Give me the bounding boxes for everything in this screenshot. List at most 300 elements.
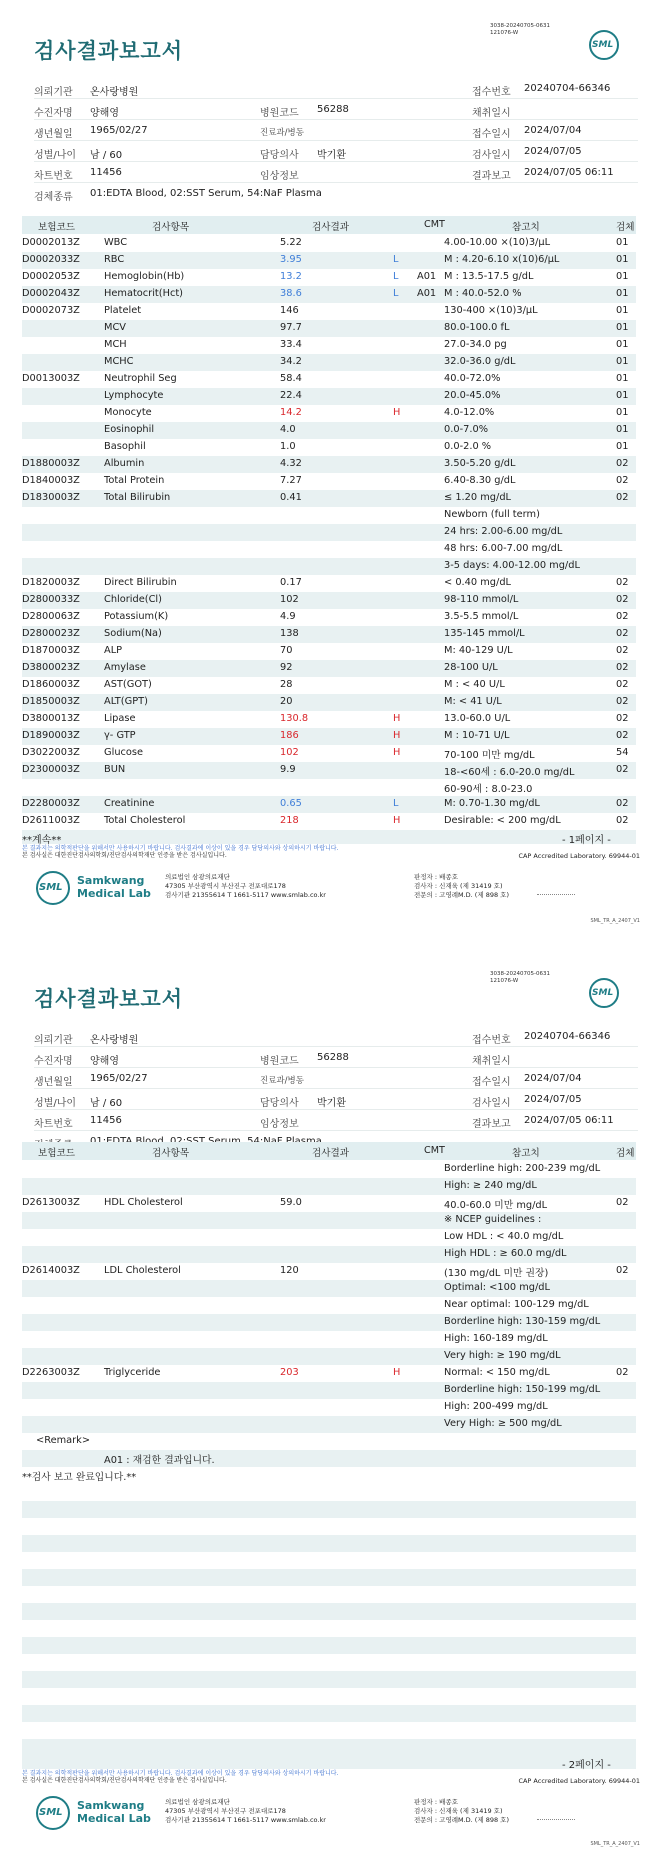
table-row xyxy=(22,1314,636,1331)
footer xyxy=(22,865,636,915)
cell-code: D0002043Z xyxy=(22,288,80,299)
table-row xyxy=(22,575,636,592)
info-row xyxy=(34,1047,638,1068)
cell-ref: 98-110 mmol/L xyxy=(444,594,519,605)
cell-result: 9.9 xyxy=(280,764,296,775)
table-row xyxy=(22,592,636,609)
cell-code: D0002053Z xyxy=(22,271,80,282)
report-date-label: 결과보고 xyxy=(472,171,511,182)
header-result: 검사결과 xyxy=(312,1148,350,1159)
cell-result: 59.0 xyxy=(280,1197,302,1208)
cell-code: D0002073Z xyxy=(22,305,80,316)
sex-age-value: 남 / 60 xyxy=(90,150,123,161)
test-date-label: 검사일시 xyxy=(472,1098,511,1109)
table-row xyxy=(22,507,636,524)
staff-specialist: 전문의 : 고영례M.D. (제 898 호) xyxy=(414,891,509,899)
table-row xyxy=(22,1161,636,1178)
footer-logo-text: SML xyxy=(39,1807,63,1818)
cell-name: MCHC xyxy=(104,356,134,367)
patient-info xyxy=(34,1026,638,1152)
cell-result: 1.0 xyxy=(280,441,296,452)
receipt-no-label: 접수번호 xyxy=(472,1035,511,1046)
cell-code: D2800023Z xyxy=(22,628,80,639)
doctor-label: 담당의사 xyxy=(260,150,299,161)
table-row xyxy=(22,558,636,575)
cell-ref: 4.00-10.00 ×(10)3/µL xyxy=(444,237,551,248)
cell-result: 92 xyxy=(280,662,293,673)
page-title: 검사결과보고서 xyxy=(34,987,184,1011)
table-row xyxy=(22,745,636,762)
logo-text: SML xyxy=(592,40,614,50)
cell-ref: 60-90세 : 8.0-23.0 xyxy=(444,784,533,795)
cell-result: 102 xyxy=(280,747,299,758)
dept-label: 진료과/병동 xyxy=(260,128,304,138)
lab-info xyxy=(165,873,326,900)
blank-row xyxy=(22,1705,636,1722)
table-row xyxy=(22,422,636,439)
blank-row xyxy=(22,1552,636,1569)
table-row xyxy=(22,303,636,320)
cell-ref: Optimal: <100 mg/dL xyxy=(444,1282,550,1293)
cell-code: D1840003Z xyxy=(22,475,80,486)
cell-name: Neutrophil Seg xyxy=(104,373,177,384)
table-row xyxy=(22,286,636,303)
cell-result: 38.6 xyxy=(280,288,302,299)
dept-label: 진료과/병동 xyxy=(260,1076,304,1086)
cell-result: 70 xyxy=(280,645,293,656)
cell-result: 203 xyxy=(280,1367,299,1378)
cell-spec: 02 xyxy=(616,730,629,741)
table-row xyxy=(22,1229,636,1246)
cell-name: Platelet xyxy=(104,305,142,316)
lab-staff xyxy=(414,1798,509,1825)
clinical-label: 임상정보 xyxy=(260,1119,299,1130)
cell-flag: H xyxy=(393,815,401,826)
cell-ref: 0.0-2.0 % xyxy=(444,441,492,452)
cell-ref: ≤ 1.20 mg/dL xyxy=(444,492,511,503)
cell-ref: 40.0-72.0% xyxy=(444,373,501,384)
blank-row xyxy=(22,1637,636,1654)
document-id xyxy=(490,971,550,985)
cell-result: 0.41 xyxy=(280,492,302,503)
cell-name: Amylase xyxy=(104,662,146,673)
cell-code: D1860003Z xyxy=(22,679,80,690)
footer xyxy=(22,1790,636,1840)
receipt-no-value: 20240704-66346 xyxy=(524,1031,611,1042)
info-row xyxy=(34,1110,638,1131)
cell-spec: 01 xyxy=(616,305,629,316)
chart-label: 차트번호 xyxy=(34,171,73,182)
cell-spec: 01 xyxy=(616,322,629,333)
table-row xyxy=(22,524,636,541)
cell-code: D2613003Z xyxy=(22,1197,80,1208)
specimen-value: 01:EDTA Blood, 02:SST Serum, 54:NaF Plasma xyxy=(90,188,322,199)
cell-name: Chloride(Cl) xyxy=(104,594,162,605)
cell-name: LDL Cholesterol xyxy=(104,1265,181,1276)
cell-spec: 02 xyxy=(616,815,629,826)
cell-result: 58.4 xyxy=(280,373,302,384)
dob-value: 1965/02/27 xyxy=(90,1073,148,1084)
cell-ref: 70-100 미만 mg/dL xyxy=(444,750,535,761)
cell-code: D2611003Z xyxy=(22,815,80,826)
cell-ref: 48 hrs: 6.00-7.00 mg/dL xyxy=(444,543,563,554)
lab-address: 47305 부산광역시 부산진구 전포대로178 xyxy=(165,882,286,890)
cell-spec: 02 xyxy=(616,594,629,605)
report-notes xyxy=(22,845,339,859)
blank-row xyxy=(22,1654,636,1671)
cell-ref: 28-100 U/L xyxy=(444,662,498,673)
blank-row xyxy=(22,1739,636,1756)
cell-ref: High: 200-499 mg/dL xyxy=(444,1401,548,1412)
hospital-code-value: 56288 xyxy=(317,1052,349,1063)
cell-cmt: A01 xyxy=(417,288,437,299)
info-row xyxy=(34,1026,638,1047)
cell-result: 97.7 xyxy=(280,322,302,333)
cell-ref: Low HDL : < 40.0 mg/dL xyxy=(444,1231,564,1242)
header-cmt: CMT xyxy=(424,219,445,230)
lab-name-line1: Samkwang xyxy=(77,874,145,887)
header-name: 검사항목 xyxy=(152,1148,190,1159)
cell-spec: 02 xyxy=(616,764,629,775)
cell-spec: 02 xyxy=(616,696,629,707)
report-date-value: 2024/07/05 06:11 xyxy=(524,1115,614,1126)
cell-name: Basophil xyxy=(104,441,146,452)
footer-logo-text: SML xyxy=(39,882,63,893)
cell-spec: 02 xyxy=(616,1367,629,1378)
receipt-date-value: 2024/07/04 xyxy=(524,1073,582,1084)
sml-logo-icon xyxy=(589,28,619,62)
header-code: 보험코드 xyxy=(38,222,76,233)
cell-ref: Borderline high: 200-239 mg/dL xyxy=(444,1163,601,1174)
lab-address: 47305 부산광역시 부산진구 전포대로178 xyxy=(165,1807,286,1815)
test-date-value: 2024/07/05 xyxy=(524,146,582,157)
cell-ref: 40.0-60.0 미만 mg/dL xyxy=(444,1200,548,1211)
cell-result: 102 xyxy=(280,594,299,605)
staff-tester: 검사자 : 신재육 (제 31419 호) xyxy=(414,882,503,890)
cell-flag: H xyxy=(393,730,401,741)
cell-ref: M : 4.20-6.10 x(10)6/µL xyxy=(444,254,560,265)
test-date-label: 검사일시 xyxy=(472,150,511,161)
doc-id-line1: 3038-20240705-0631 xyxy=(490,971,550,977)
chart-value: 11456 xyxy=(90,167,122,178)
cell-spec: 02 xyxy=(616,1197,629,1208)
institution-label: 의뢰기관 xyxy=(34,1035,73,1046)
cell-ref: ※ NCEP guidelines : xyxy=(444,1214,542,1225)
cell-spec: 01 xyxy=(616,441,629,452)
blank-row xyxy=(22,1518,636,1535)
cell-result: 13.2 xyxy=(280,271,302,282)
results-table-header xyxy=(22,1142,636,1160)
cell-result: 4.9 xyxy=(280,611,296,622)
header-ref: 참고치 xyxy=(512,1148,540,1159)
cell-code: D3022003Z xyxy=(22,747,80,758)
cell-ref: M : 10-71 U/L xyxy=(444,730,510,741)
cell-code: D0002033Z xyxy=(22,254,80,265)
table-row xyxy=(22,1348,636,1365)
patient-label: 수진자명 xyxy=(34,108,73,119)
signature xyxy=(537,885,575,895)
cell-spec: 02 xyxy=(616,662,629,673)
cell-name: Sodium(Na) xyxy=(104,628,162,639)
cell-spec: 02 xyxy=(616,577,629,588)
table-row xyxy=(22,405,636,422)
doc-id-line2: 121076-W xyxy=(490,30,519,36)
cell-spec: 01 xyxy=(616,356,629,367)
doctor-value: 박기환 xyxy=(317,1098,346,1109)
cell-spec: 02 xyxy=(616,798,629,809)
patient-value: 양해영 xyxy=(90,108,119,119)
cell-spec: 01 xyxy=(616,339,629,350)
cell-code: D2614003Z xyxy=(22,1265,80,1276)
cell-result: 4.0 xyxy=(280,424,296,435)
staff-judge: 판정자 : 배종호 xyxy=(414,873,458,881)
table-row xyxy=(22,609,636,626)
table-row xyxy=(22,1212,636,1229)
cell-spec: 02 xyxy=(616,611,629,622)
table-row xyxy=(22,1365,636,1382)
lab-contact: 검사기관 21355614 T 1661-5117 www.smlab.co.kr xyxy=(165,1816,326,1824)
note-line2: 본 검사실은 대한진단검사의학회/진단검사의학재단 인증을 받은 검사실입니다. xyxy=(22,852,227,859)
info-row xyxy=(34,99,638,120)
table-row xyxy=(22,762,636,779)
remark-row xyxy=(22,1433,636,1450)
cell-ref: 3.5-5.5 mmol/L xyxy=(444,611,519,622)
cell-result: 5.22 xyxy=(280,237,302,248)
staff-judge: 판정자 : 배종호 xyxy=(414,1798,458,1806)
cell-spec: 01 xyxy=(616,390,629,401)
cell-spec: 01 xyxy=(616,271,629,282)
lab-staff xyxy=(414,873,509,900)
cell-code: D1850003Z xyxy=(22,696,80,707)
lab-contact: 검사기관 21355614 T 1661-5117 www.smlab.co.kr xyxy=(165,891,326,899)
cell-name: Total Protein xyxy=(104,475,165,486)
cell-spec: 54 xyxy=(616,747,629,758)
lab-info xyxy=(165,1798,326,1825)
info-row xyxy=(34,120,638,141)
cell-result: 14.2 xyxy=(280,407,302,418)
staff-tester: 검사자 : 신재육 (제 31419 호) xyxy=(414,1807,503,1815)
cell-result: 28 xyxy=(280,679,293,690)
table-row xyxy=(22,1399,636,1416)
cell-result: 33.4 xyxy=(280,339,302,350)
cell-flag: L xyxy=(393,288,399,299)
cell-name: Hemoglobin(Hb) xyxy=(104,271,185,282)
cell-ref: Borderline high: 130-159 mg/dL xyxy=(444,1316,601,1327)
chart-label: 차트번호 xyxy=(34,1119,73,1130)
doc-id-line2: 121076-W xyxy=(490,978,519,984)
cell-spec: 01 xyxy=(616,288,629,299)
cell-code: D2300003Z xyxy=(22,764,80,775)
cell-name: WBC xyxy=(104,237,128,248)
cell-spec: 02 xyxy=(616,628,629,639)
cell-ref: M: 0.70-1.30 mg/dL xyxy=(444,798,540,809)
table-row xyxy=(22,252,636,269)
cap-accreditation: CAP Accredited Laboratory. 69944-01 xyxy=(518,1777,640,1785)
cell-result: 7.27 xyxy=(280,475,302,486)
cell-spec: 02 xyxy=(616,713,629,724)
cell-result: 130.8 xyxy=(280,713,309,724)
cell-ref: Normal: < 150 mg/dL xyxy=(444,1367,550,1378)
lab-name-line2: Medical Lab xyxy=(77,1812,151,1825)
header-spec: 검체 xyxy=(616,222,635,233)
cell-ref: High: ≥ 240 mg/dL xyxy=(444,1180,537,1191)
table-row xyxy=(22,1246,636,1263)
cell-code: D0013003Z xyxy=(22,373,80,384)
cell-code: D3800013Z xyxy=(22,713,80,724)
cell-ref: 130-400 ×(10)3/µL xyxy=(444,305,538,316)
cell-name: Eosinophil xyxy=(104,424,155,435)
blank-row xyxy=(22,1535,636,1552)
form-id: SML_TR_A_2407_V1 xyxy=(590,918,640,924)
page-title: 검사결과보고서 xyxy=(34,39,184,63)
blank-row xyxy=(22,1569,636,1586)
table-row xyxy=(22,541,636,558)
info-row xyxy=(34,183,638,204)
cell-spec: 02 xyxy=(616,679,629,690)
table-row xyxy=(22,711,636,728)
cell-code: D0002013Z xyxy=(22,237,80,248)
cell-ref: 3-5 days: 4.00-12.00 mg/dL xyxy=(444,560,580,571)
doctor-value: 박기환 xyxy=(317,150,346,161)
hospital-code-value: 56288 xyxy=(317,104,349,115)
results-table-page1 xyxy=(22,235,636,830)
cell-ref: Very High: ≥ 500 mg/dL xyxy=(444,1418,562,1429)
cell-name: MCV xyxy=(104,322,126,333)
cell-result: 0.65 xyxy=(280,798,302,809)
report-date-label: 결과보고 xyxy=(472,1119,511,1130)
cell-spec: 01 xyxy=(616,237,629,248)
cell-code: D1830003Z xyxy=(22,492,80,503)
cell-spec: 02 xyxy=(616,458,629,469)
cell-result: 4.32 xyxy=(280,458,302,469)
cell-result: 146 xyxy=(280,305,299,316)
cell-spec: 02 xyxy=(616,475,629,486)
cap-accreditation: CAP Accredited Laboratory. 69944-01 xyxy=(518,852,640,860)
cell-code: D1890003Z xyxy=(22,730,80,741)
table-row xyxy=(22,1382,636,1399)
blank-row xyxy=(22,1620,636,1637)
table-row xyxy=(22,694,636,711)
dob-label: 생년월일 xyxy=(34,129,73,140)
table-row xyxy=(22,1178,636,1195)
note-line1: 본 결과지는 의학적판단을 위해서만 사용하시기 바랍니다. 검사결과에 이상이 있을 경우 담당의사와 상의하시기 바랍니다. xyxy=(22,845,339,852)
cell-name: ALT(GPT) xyxy=(104,696,148,707)
page-number: - 2페이지 - xyxy=(562,1760,611,1771)
chart-value: 11456 xyxy=(90,1115,122,1126)
cell-result: 22.4 xyxy=(280,390,302,401)
cell-ref: M : 40.0-52.0 % xyxy=(444,288,522,299)
header-result: 검사결과 xyxy=(312,222,350,233)
institution-value: 온사랑병원 xyxy=(90,87,139,98)
table-row xyxy=(22,1331,636,1348)
table-row xyxy=(22,779,636,796)
cell-code: D3800023Z xyxy=(22,662,80,673)
report-date-value: 2024/07/05 06:11 xyxy=(524,167,614,178)
table-row xyxy=(22,677,636,694)
cell-ref: 24 hrs: 2.00-6.00 mg/dL xyxy=(444,526,563,537)
cell-flag: H xyxy=(393,407,401,418)
cell-name: BUN xyxy=(104,764,126,775)
receipt-date-label: 접수일시 xyxy=(472,129,511,140)
test-date-value: 2024/07/05 xyxy=(524,1094,582,1105)
dob-value: 1965/02/27 xyxy=(90,125,148,136)
table-row xyxy=(22,660,636,677)
cell-name: Total Bilirubin xyxy=(104,492,171,503)
cell-name: Triglyceride xyxy=(104,1367,161,1378)
receipt-no-value: 20240704-66346 xyxy=(524,83,611,94)
cell-ref: 13.0-60.0 U/L xyxy=(444,713,511,724)
cell-spec: 02 xyxy=(616,645,629,656)
table-row xyxy=(22,643,636,660)
cell-ref: 80.0-100.0 fL xyxy=(444,322,510,333)
table-row xyxy=(22,388,636,405)
table-row xyxy=(22,320,636,337)
table-row xyxy=(22,796,636,813)
sml-logo-icon xyxy=(589,976,619,1010)
cell-name: Direct Bilirubin xyxy=(104,577,177,588)
cell-spec: 02 xyxy=(616,492,629,503)
remark-text: A01 : 재검한 결과입니다. xyxy=(104,1455,215,1466)
collect-date-label: 채취일시 xyxy=(472,108,511,119)
cell-result: 138 xyxy=(280,628,299,639)
cell-ref: Newborn (full term) xyxy=(444,509,540,520)
cell-code: D2800033Z xyxy=(22,594,80,605)
table-row xyxy=(22,626,636,643)
header-ref: 참고치 xyxy=(512,222,540,233)
cell-result: 20 xyxy=(280,696,293,707)
cell-ref: 32.0-36.0 g/dL xyxy=(444,356,516,367)
cell-ref: Desirable: < 200 mg/dL xyxy=(444,815,561,826)
cell-code: D1870003Z xyxy=(22,645,80,656)
results-table-page2 xyxy=(22,1161,636,1433)
note-line2: 본 검사실은 대한진단검사의학회/진단검사의학재단 인증을 받은 검사실입니다. xyxy=(22,1777,227,1784)
info-row xyxy=(34,1068,638,1089)
table-row xyxy=(22,1416,636,1433)
remark-label: <Remark> xyxy=(36,1435,91,1446)
lab-name-line1: Samkwang xyxy=(77,1799,145,1812)
table-row xyxy=(22,235,636,252)
table-row xyxy=(22,473,636,490)
table-row xyxy=(22,371,636,388)
blank-row xyxy=(22,1603,636,1620)
cell-ref: 0.0-7.0% xyxy=(444,424,489,435)
patient-value: 양해영 xyxy=(90,1056,119,1067)
blank-row xyxy=(22,1722,636,1739)
cell-name: HDL Cholesterol xyxy=(104,1197,183,1208)
note-line1: 본 결과지는 의학적판단을 위해서만 사용하시기 바랍니다. 검사결과에 이상이 있을 경우 담당의사와 상의하시기 바랍니다. xyxy=(22,1770,339,1777)
cell-spec: 01 xyxy=(616,407,629,418)
cell-ref: M: 40-129 U/L xyxy=(444,645,513,656)
report-done-text: **검사 보고 완료입니다.** xyxy=(22,1472,137,1483)
cell-name: MCH xyxy=(104,339,127,350)
cell-name: ALP xyxy=(104,645,123,656)
institution-value: 온사랑병원 xyxy=(90,1035,139,1046)
dob-label: 생년월일 xyxy=(34,1077,73,1088)
cell-name: AST(GOT) xyxy=(104,679,152,690)
doc-id-line1: 3038-20240705-0631 xyxy=(490,23,550,29)
cell-code: D1880003Z xyxy=(22,458,80,469)
cell-ref: 27.0-34.0 pg xyxy=(444,339,507,350)
info-row xyxy=(34,141,638,162)
cell-ref: (130 mg/dL 미만 권장) xyxy=(444,1268,549,1279)
cell-ref: M : < 40 U/L xyxy=(444,679,505,690)
cell-result: 120 xyxy=(280,1265,299,1276)
cell-spec: 02 xyxy=(616,1265,629,1276)
report-page-2 xyxy=(0,948,655,1850)
table-row xyxy=(22,337,636,354)
page-row xyxy=(22,1755,636,1769)
blank-row xyxy=(22,1501,636,1518)
